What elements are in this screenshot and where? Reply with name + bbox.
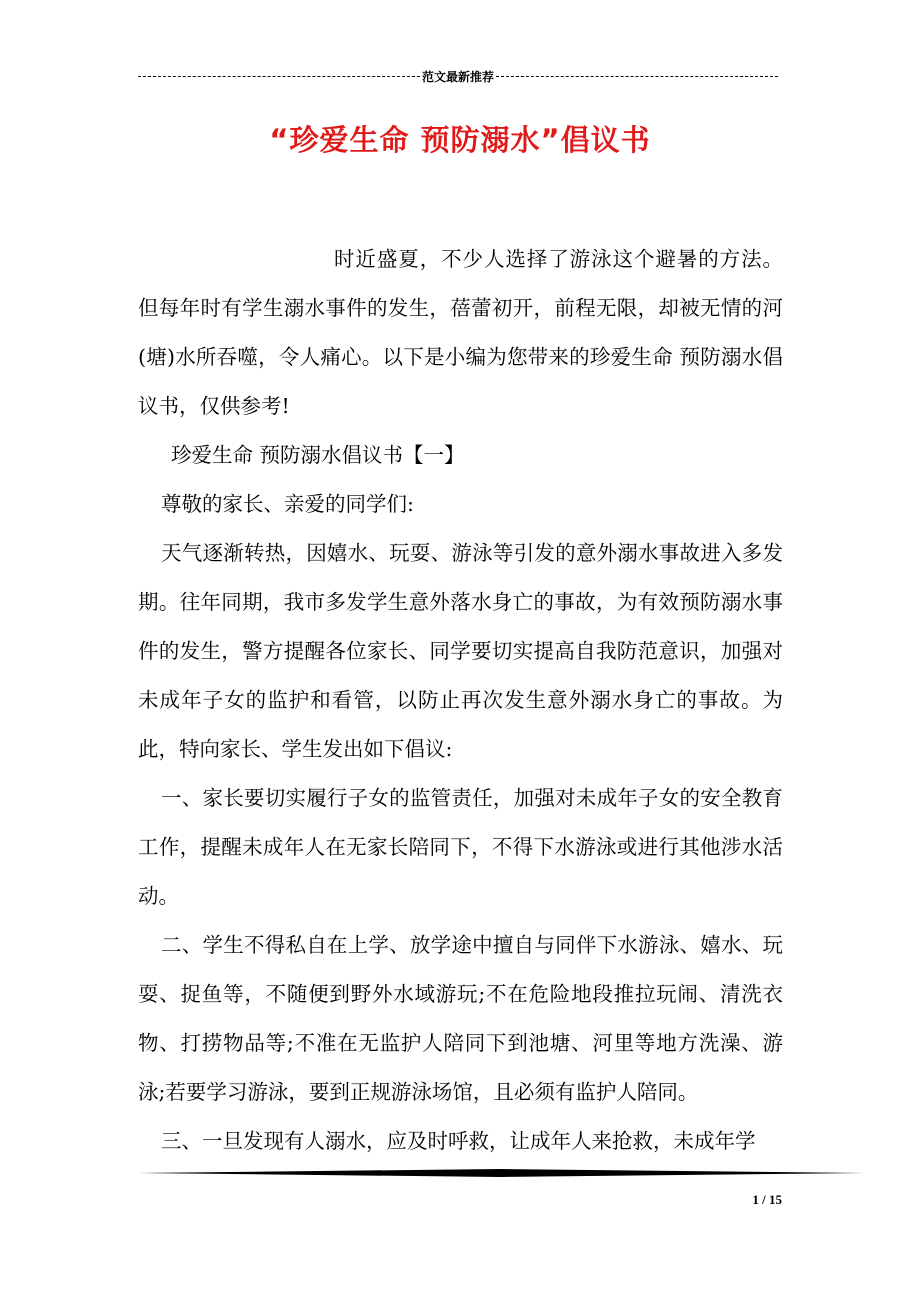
page-header bbox=[138, 66, 778, 86]
proposal-item-2: 二、学生不得私自在上学、放学途中擅自与同伴下水游泳、嬉水、玩耍、捉鱼等，不随便到野外水域游玩;不在危险地段推拉玩闹、清洗衣物、打捞物品等;不准在无监护人陪同下到池塘、河里等地方洗澡、游泳;若要学习游泳，要到正规游泳场馆，且必须有监护人陪同。 bbox=[138, 933, 783, 1104]
document-title: “珍爱生命 预防溺水”倡议书 bbox=[269, 123, 651, 157]
greeting-line: 尊敬的家长、亲爱的同学们: bbox=[161, 492, 414, 516]
document-body bbox=[138, 235, 783, 1166]
intro-paragraph: 时近盛夏，不少人选择了游泳这个避暑的方法。但每年时有学生溺水事件的发生，蓓蕾初开，前程无限，却被无情的河(塘)水所吞噬，令人痛心。以下是小编为您带来的珍爱生命 预防溺水倡议书，仅供参考! bbox=[138, 247, 783, 418]
header-dash-left bbox=[138, 76, 420, 77]
page-number: 1 / 15 bbox=[752, 1192, 782, 1207]
header-dash-right bbox=[496, 76, 778, 77]
header-label: 范文最新推荐 bbox=[422, 69, 495, 84]
footer-rule bbox=[138, 1168, 864, 1178]
section-title: 珍爱生命 预防溺水倡议书【一】 bbox=[171, 443, 465, 467]
body-paragraph: 天气逐渐转热，因嬉水、玩耍、游泳等引发的意外溺水事故进入多发期。往年同期，我市多发学生意外落水身亡的事故，为有效预防溺水事件的发生，警方提醒各位家长、同学要切实提高自我防范意识，加强对未成年子女的监护和看管，以防止再次发生意外溺水身亡的事故。为此，特向家长、学生发出如下倡议: bbox=[138, 541, 783, 761]
proposal-item-3: 三、一旦发现有人溺水，应及时呼救，让成年人来抢救，未成年学 bbox=[161, 1129, 756, 1153]
proposal-item-1: 一、家长要切实履行子女的监管责任，加强对未成年子女的安全教育工作，提醒未成年人在无家长陪同下，不得下水游泳或进行其他涉水活动。 bbox=[138, 786, 783, 908]
